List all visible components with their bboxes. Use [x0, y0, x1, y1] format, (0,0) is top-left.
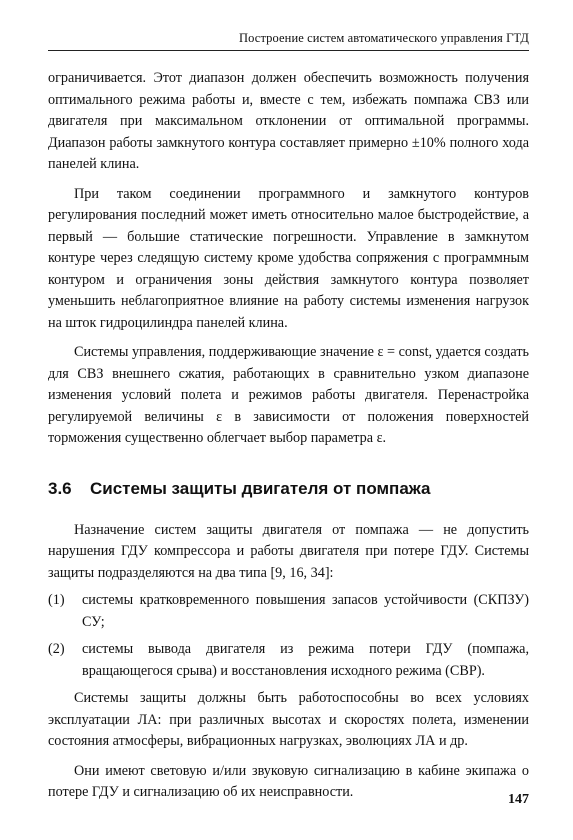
list-item-text: системы кратковременного повышения запасов устойчивости (СКПЗУ) СУ; — [82, 592, 529, 630]
paragraph-5: Системы защиты должны быть работоспособны во всех условиях эксплуатации ЛА: при различных высотах и скоростях полета, изменении состояния атмосферы, вибрационных нагрузках, эволюциях ЛА и др. — [48, 690, 529, 749]
page-body — [48, 68, 529, 804]
paragraph-2: При таком соединении программного и замкнутого контуров регулирования последний может иметь относительно малое быстродействие, а первый — большие статические погрешности. Управление в замкнутом контуре через следящую систему кроме удобства сопряжения с программным контуром и ограничения зоны действия замкнутого контура позволяет уменьшить неблагоприятное влияние на работу системы изменения нагрузок на шток гидроцилиндра панелей клина. — [48, 185, 529, 331]
section-number: 3.6 — [48, 478, 72, 498]
paragraph-3: Системы управления, поддерживающие значение ε = const, удается создать для СВЗ внешнего сжатия, работающих в сравнительно узком диапазоне изменения условий полета и режимов работы двигателя. Перенастройка регулируемой величины ε в зависимости от положения поверхностей торможения существенно облегчает выбор параметра ε. — [48, 344, 529, 446]
protection-types-list — [48, 590, 529, 682]
section-title: Системы защиты двигателя от помпажа — [90, 478, 431, 498]
list-marker: (1) — [48, 592, 65, 608]
paragraph-4: Назначение систем защиты двигателя от помпажа — не допустить нарушения ГДУ компрессора и работы двигателя при потере ГДУ. Системы защиты подразделяются на два типа [9, 16, 34]: — [48, 521, 529, 581]
running-header: Построение систем автоматического управления ГТД — [239, 31, 529, 45]
list-item-text: системы вывода двигателя из режима потери ГДУ (помпажа, вращающегося срыва) и восстановления исходного режима (СВР). — [82, 641, 529, 679]
page-number: 147 — [508, 792, 529, 807]
section-heading — [48, 478, 529, 500]
list-marker: (2) — [48, 641, 65, 657]
list-item — [48, 639, 529, 682]
paragraph-1: ограничивается. Этот диапазон должен обеспечить возможность получения оптимального режима работы и, вместе с тем, избежать помпажа СВЗ или двигателя при максимальном отклонении от оптимальной программы. Диапазон работы замкнутого контура составляет примерно ±10% полного хода панелей клина. — [48, 70, 529, 172]
header-rule — [48, 50, 529, 51]
paragraph-6: Они имеют световую и/или звуковую сигнализацию в кабине экипажа о потере ГДУ и сигнализацию об их неисправности. — [48, 762, 529, 800]
list-item — [48, 590, 529, 633]
